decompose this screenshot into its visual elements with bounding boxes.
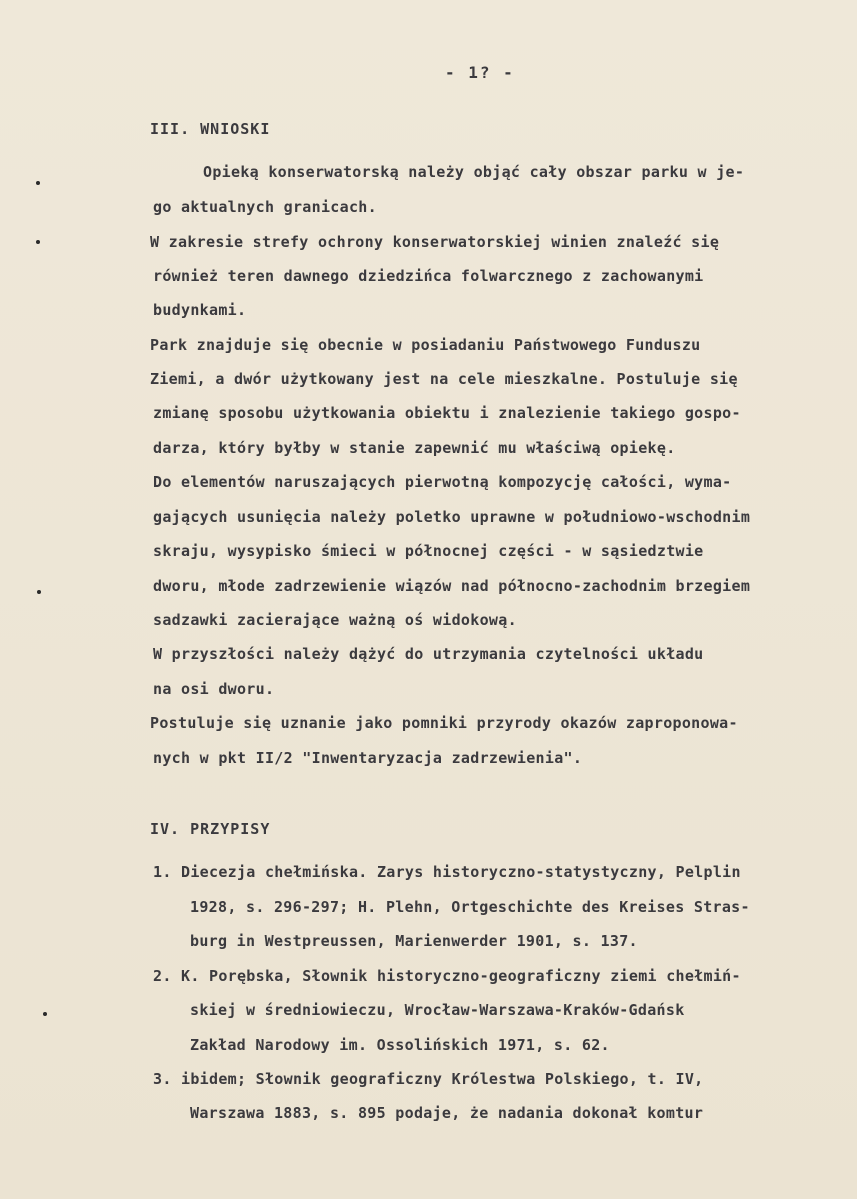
margin-dot — [37, 590, 41, 594]
text-line: Ziemi, a dwór użytkowany jest na cele mieszkalne. Postuluje się — [150, 370, 738, 388]
text-line: darza, który byłby w stanie zapewnić mu właściwą opiekę. — [153, 439, 676, 457]
section-heading-conclusions: III. WNIOSKI — [150, 120, 271, 138]
text-line: na osi dworu. — [153, 680, 275, 698]
text-line: W przyszłości należy dążyć do utrzymania czytelności układu — [153, 645, 704, 663]
footnote-line: 3. ibidem; Słownik geograficzny Królestwa Polskiego, t. IV, — [153, 1070, 704, 1088]
text-line: Opieką konserwatorską należy objąć cały obszar parku w je- — [203, 163, 745, 181]
text-line: Park znajduje się obecnie w posiadaniu Państwowego Funduszu — [150, 336, 701, 354]
footnote-line: 1. Diecezja chełmińska. Zarys historyczno-statystyczny, Pelplin — [153, 863, 741, 881]
footnote-line: 1928, s. 296-297; H. Plehn, Ortgeschichte des Kreises Stras- — [190, 898, 750, 916]
footnote-line: skiej w średniowieczu, Wrocław-Warszawa-Kraków-Gdańsk — [190, 1001, 685, 1019]
text-line: skraju, wysypisko śmieci w północnej części - w sąsiedztwie — [153, 542, 704, 560]
text-line: również teren dawnego dziedzińca folwarcznego z zachowanymi — [153, 267, 704, 285]
footnote-line: Warszawa 1883, s. 895 podaje, że nadania dokonał komtur — [190, 1104, 704, 1122]
footnote-line: Zakład Narodowy im. Ossolińskich 1971, s. 62. — [190, 1036, 610, 1054]
text-line: go aktualnych granicach. — [153, 198, 377, 216]
section-heading-footnotes: IV. PRZYPISY — [150, 820, 271, 838]
text-line: Do elementów naruszających pierwotną kompozycję całości, wyma- — [153, 473, 732, 491]
text-line: nych w pkt II/2 "Inwentaryzacja zadrzewienia". — [153, 749, 583, 767]
margin-dot — [36, 240, 40, 244]
margin-dot — [36, 181, 40, 185]
text-line: dworu, młode zadrzewienie wiązów nad północno-zachodnim brzegiem — [153, 577, 751, 595]
text-line: budynkami. — [153, 301, 247, 319]
page-number: - 1? - — [445, 63, 515, 82]
text-line: zmianę sposobu użytkowania obiektu i znalezienie takiego gospo- — [153, 404, 741, 422]
footnote-line: burg in Westpreussen, Marienwerder 1901, s. 137. — [190, 932, 638, 950]
margin-dot — [43, 1012, 47, 1016]
text-line: gających usunięcia należy poletko uprawne w południowo-wschodnim — [153, 508, 751, 526]
text-line: W zakresie strefy ochrony konserwatorskiej winien znaleźć się — [150, 233, 720, 251]
footnote-line: 2. K. Porębska, Słownik historyczno-geograficzny ziemi chełmiń- — [153, 967, 741, 985]
text-line: Postuluje się uznanie jako pomniki przyrody okazów zaproponowa- — [150, 714, 738, 732]
text-line: sadzawki zacierające ważną oś widokową. — [153, 611, 517, 629]
